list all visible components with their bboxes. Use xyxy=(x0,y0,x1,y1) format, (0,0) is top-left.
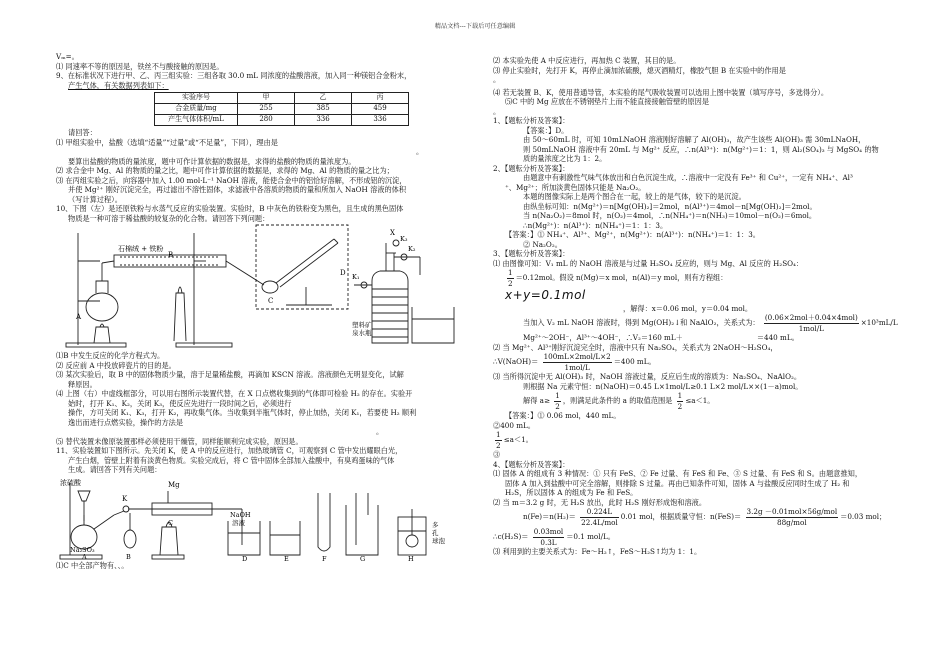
figure-label: G xyxy=(360,554,366,561)
text-line: ⑴ 同速率不等的原因是，铁丝不与酸接触的原因是。 xyxy=(56,61,224,71)
text-span: 解得 a≥ xyxy=(523,396,550,406)
text-line xyxy=(493,333,913,343)
denominator: 0.3L xyxy=(540,537,557,547)
formula-line xyxy=(493,391,913,411)
table-cell: 产生气体体积/mL xyxy=(155,115,238,126)
figure-label: 多 xyxy=(432,520,439,529)
table-cell: 385 xyxy=(295,104,352,115)
figure-label: 泉水瓶 xyxy=(352,329,372,337)
solution-1: 1、【题転分析及答案】： xyxy=(493,116,570,125)
text-line: ⑴B 中发生反应的化学方程式为。 xyxy=(56,351,165,360)
fraction xyxy=(677,391,684,411)
table-cell: 280 xyxy=(238,115,295,126)
table-cell: 336 xyxy=(352,115,409,126)
text-span: ＝440 mL。 xyxy=(756,333,799,343)
text-span: ＝0.12mol。假设 n(Mg)＝x mol，n(Al)＝y mol，则有方程组： xyxy=(515,273,728,282)
figure-label: 石棉绒 + 铁粉 xyxy=(118,245,164,253)
text-span: Mg²⁺～2OH⁻，Al³⁺～4OH⁻，∴V₂＝160 mL＋ xyxy=(523,333,683,343)
text-line: 生成。请回答下列有关问题： xyxy=(68,465,162,474)
text-line: 。 xyxy=(416,147,424,156)
figure-label: Mg xyxy=(168,480,180,489)
formula-line xyxy=(493,268,913,288)
table-cell: 甲 xyxy=(238,93,295,104)
text-line: ⓷ xyxy=(493,450,501,460)
figure-label: 溶液 xyxy=(232,518,245,527)
text-line: ⑷ 上图（右）中虚线框部分，可以用右图所示装置代替，在 X 口点燃收集到的气体即可检验 H₂ 的存在。实验开 xyxy=(56,389,413,398)
question-9: 9、在标准状况下进行甲、乙、丙三组实验：三组各取 30.0 mL 同浓度的盐酸溶液，加入同一种镁铝合金粉末， xyxy=(56,71,412,80)
page-header: 精品文档---下载后可任意编辑 xyxy=(434,23,516,30)
text-line: ⁺、Mg²⁺；所加淡黄色固体只能是 Na₂O₂。 xyxy=(505,182,646,192)
figure-label: A xyxy=(82,552,87,561)
apparatus-figure-1 xyxy=(56,223,464,351)
text-line: 产生白烟，管壁上附着有淡黄色物质。实验完成后，将 C 管中固体全部加入盐酸中，有臭鸡蛋味的气体 xyxy=(68,455,395,465)
fraction xyxy=(746,507,839,527)
text-line: ⑴C 中全部产物有、、。 xyxy=(56,560,129,570)
fraction xyxy=(507,268,514,288)
solution-2: 2、【题転分析及答案】： xyxy=(493,163,570,173)
text-span: ∴c(H₂S)＝ xyxy=(493,532,529,542)
text-span: ∴V(NaOH)＝ xyxy=(493,357,539,367)
text-line: ⑶ 在丙组实验之后，向容器中加入 1.00 mol·L⁻¹ NaOH 溶液，能使合金中的铝恰好溶解，不形成铝的沉淀， xyxy=(56,175,407,185)
table-cell: 255 xyxy=(238,104,295,115)
text-line: 并使 Mg²⁺ 刚好沉淀完全，再过滤出不溶性固体，求滤液中各溶质的物质的量和所加入 NaOH 溶液的体积 xyxy=(68,185,407,194)
text-line: ⑶ 利用到的主要关系式为：Fe～H₂↑，FeS～H₂S↑均为 1：1。 xyxy=(493,547,702,557)
text-line: 操作，方可关闭 K₁、K₃，打开 K₂，再收集气体。当收集到半瓶气体时，停止加热，关闭 K₁，若要使 H₂ 顺利 xyxy=(68,408,417,417)
table-row xyxy=(155,104,409,115)
text-line: 。 xyxy=(493,75,501,84)
text-line: （写计算过程）。 xyxy=(68,194,122,204)
text-line: ⑵ 反应前 A 中投放碎瓷片的目的是。 xyxy=(56,360,176,370)
figure-label: 球泡 xyxy=(432,536,445,545)
solution-4: 4、【题転分析及答案】： xyxy=(493,459,570,469)
denominator: 2 xyxy=(677,401,683,411)
figure-label: B xyxy=(126,552,131,561)
text-line: 要算出盐酸的物质的量浓度，题中可作计算依据的数据是，求得的盐酸的物质的量浓度为。 xyxy=(68,156,356,166)
text-line: 【答案：】⓵ NH₄⁺、Al³⁺、Mg²⁺，n(Mg²⁺)：n(Al³⁺)：n(NH₄⁺)＝1：1：3。 xyxy=(505,230,760,239)
numerator: 0.224L xyxy=(580,507,619,518)
numerator: 0.03mol xyxy=(533,527,564,537)
denominator: 2 xyxy=(508,278,513,288)
text-line: ⑶ 某次实验后，取 B 中的固体物质少量，溶于足量稀盐酸，再滴加 KSCN 溶液。溶液颜色无明显变化，试解 xyxy=(56,370,404,379)
denominator: 22.4L/mol xyxy=(581,517,618,527)
figure-label: K₃ xyxy=(400,235,408,243)
text-span: ＝400 mL。 xyxy=(613,357,656,367)
figure-label: C xyxy=(268,297,274,305)
text-line: ⓶400 mL。 xyxy=(493,420,535,430)
figure-label: D xyxy=(340,269,346,277)
text-line: 物质是一种可溶于稀盐酸的较复杂的化合物。请回答下列问题： xyxy=(68,213,270,223)
numerator: 1 xyxy=(508,268,513,277)
text-line: 由 50～60mL 时，可知 10mLNaOH 溶液刚好溶解了 Al(OH)₃，故产生该些 Al(OH)₃ 需 30mLNaOH， xyxy=(523,135,866,144)
text-line: 则 50mLNaOH 溶液中有 20mL 与 Mg²⁺ 反应，∴n(Al³⁺)：n(Mg²⁺)＝1：1，则 Al₂(SO₄)₃ 与 MgSO₄ 的物 xyxy=(523,144,879,154)
text-line: ⑵ 求合金中 Mg、Al 的物质的量之比，题中可作计算依据的数据是，求得的 Mg、Al 的物质的量之比为； xyxy=(56,166,394,175)
fraction xyxy=(495,430,502,450)
formula-line xyxy=(493,352,913,372)
text-span: ＝0.03 mol； xyxy=(840,512,887,522)
text-line: 则根据 Na 元素守恒：n(NaOH)＝0.45 L×1mol/L≥0.1 L×2 mol/L××(1－a)mol。 xyxy=(523,381,803,391)
figure-label: C xyxy=(168,518,173,527)
text-line: ⑵ 当 m＝3.2 g 时，无 H₂S 放出，此时 H₂S 刚好形成饱和溶液。 xyxy=(493,497,707,507)
figure-label: A xyxy=(76,313,82,321)
text-line: Vₘ=。 xyxy=(56,52,79,61)
equation-system: x+y=0.1mol xyxy=(505,288,586,302)
text-line: ⑵ 当 Mg²⁺、Al³⁺刚好沉淀完全时，溶液中只有 Na₂SO₄，关系式为 2NaOH～H₂SO₄， xyxy=(493,342,778,352)
text-span: ≤a＜1。 xyxy=(685,396,715,406)
table-cell: 459 xyxy=(352,104,409,115)
text-span: 当加入 V₂ mL NaOH 溶液时，得到 Mg(OH)₂↓和 NaAlO₂，关系式为： xyxy=(523,318,760,328)
underlined-text: 产生气体，有关数据列表如下： xyxy=(68,80,169,90)
text-line: 释原因。 xyxy=(68,379,97,389)
figure-label: K₁ xyxy=(352,273,360,281)
question-11: 11、实验装置如下图所示。先关闭 K，使 A 中的反应进行，加热玻璃管 C，可观察到 C 管中发出耀眼白光， xyxy=(56,446,403,455)
solution-3: 3、【题転分析及答案】： xyxy=(493,249,570,258)
figure-label: X xyxy=(390,229,395,237)
fraction xyxy=(580,507,619,527)
text-line: ⑶ 当所得沉淀中无 Al(OH)₃ 时，NaOH 溶液过量，反应后生成的溶质为：Na₂SO₄、NaAlO₂。 xyxy=(493,372,802,382)
figure-label: D xyxy=(242,554,248,561)
text-span: n(Fe)＝n(H₂)＝ xyxy=(523,512,576,522)
figure-label: E xyxy=(284,554,289,561)
text-line: 。 xyxy=(376,427,384,436)
figure-label: NaOH xyxy=(230,510,251,519)
fraction xyxy=(543,352,612,372)
text-line: ⑸ 替代装置未像原装置那样必须使用干燥管，同样能顺利完成实验，原因是。 xyxy=(56,436,303,446)
figure-label: 塑料矿 xyxy=(352,321,372,329)
question-10: 10、下图（左）是还原铁粉与水蒸气反应的实验装置。实验时，B 中灰色的铁粉变为黑色，且生成的黑色固体 xyxy=(56,204,404,213)
denominator: 1mol/L xyxy=(564,362,590,372)
text-line: 本题的图像实际上是两个图合在一起，较上的是气体，较下的是沉淀。 xyxy=(523,192,746,201)
figure-label: Na₂SO₃ xyxy=(70,545,95,554)
table-row xyxy=(155,93,409,104)
text-line: 质的量浓度之比为 1：2。 xyxy=(523,154,607,163)
figure-label: K xyxy=(122,494,128,503)
formula-line xyxy=(493,430,913,450)
text-span: ＝0.1 mol/L。 xyxy=(566,532,615,542)
numerator: 1 xyxy=(555,391,560,401)
fraction xyxy=(533,527,564,547)
text-span: ≤a＜1。 xyxy=(503,435,533,445)
left-column xyxy=(56,52,464,570)
text-line: 固体 A 加入到盐酸中可完全溶解，则排除 S 过量。再由已知条件可知，固体 A 与盐酸反应同时生成了 H₂ 和 xyxy=(505,478,850,488)
table-cell: 336 xyxy=(295,115,352,126)
denominator: 2 xyxy=(555,401,560,411)
text-line: ⑸C 中的 Mg 应放在不锈钢垫片上而不能直接接触管壁的原因是 xyxy=(505,97,710,106)
text-line: 。 xyxy=(493,106,501,116)
fraction xyxy=(554,391,561,411)
text-span: ，则满足此条件的 a 的取值范围是 xyxy=(562,396,673,406)
numerator: 1 xyxy=(677,391,683,401)
numerator: 1 xyxy=(496,430,501,440)
table-cell: 乙 xyxy=(295,93,352,104)
numerator: 3.2g －0.01mol×56g/mol xyxy=(746,507,838,517)
text-line xyxy=(56,81,464,91)
figure-label: K₂ xyxy=(408,245,416,253)
text-span: ×10³mL/L xyxy=(860,318,898,328)
text-line: ⑴ 固体 A 的组成有 3 种情况：① 只有 FeS、② Fe 过量、有 FeS 和 Fe、③ S 过量、有 FeS 和 S。由题意推知， xyxy=(493,469,863,479)
text-line: ⓶ Na₂O₂。 xyxy=(523,239,562,249)
text-line: 始时，打开 K₁、K₂，关闭 K₃，使反应先进行一段时间之后，必须进行 xyxy=(68,398,292,408)
numerator: 100mL×2mol/L×2 xyxy=(543,352,611,362)
text-line: 逸出而进行点燃实验，操作的方法是 xyxy=(68,417,184,427)
text-span: 0.01 mol，根据质量守恒：n(FeS)＝ xyxy=(620,512,742,522)
data-table xyxy=(154,92,409,126)
text-line: 当 n(Na₂O₂)＝8mol 时，n(O₂)＝4mol，∴n(NH₄⁺)＝n(NH₃)＝10mol－n(O₂)＝6mol。 xyxy=(523,211,817,220)
text-line: ∴n(Mg²⁺)：n(Al³⁺)：n(NH₄⁺)＝1：1：3。 xyxy=(523,220,668,230)
table-cell: 实验序号 xyxy=(155,93,238,104)
formula-line xyxy=(493,527,913,547)
formula-line xyxy=(493,313,913,333)
figure-label: H xyxy=(408,554,414,561)
text-line: 请回答： xyxy=(68,128,97,137)
text-line: ，解得：x＝0.06 mol，y＝0.04 mol。 xyxy=(623,303,753,313)
text-line: 由纵坐标可知：n(Mg²⁺)＝n[Mg(OH)₂]＝2mol，n(Al³⁺)＝4mol－n[Mg(OH)₂]＝2mol。 xyxy=(523,201,817,211)
figure-label: F xyxy=(322,554,327,561)
denominator: 2 xyxy=(496,440,501,450)
formula-line xyxy=(493,288,913,304)
apparatus-figure-2 xyxy=(56,475,464,561)
text-line: ⑴ 由图像可知：V₁ mL 的 NaOH 溶液是与过量 H₂SO₄ 反应的，则与 Mg、Al 反应的 H₂SO₄： xyxy=(493,258,804,268)
figure-label: 孔 xyxy=(432,528,439,537)
text-line: ⑶ 停止实验时，先打开 K，再停止滴加浓硫酸，熄灭酒精灯，橡胶气胆 B 在实验中的作用是 xyxy=(493,65,786,75)
table-cell: 丙 xyxy=(352,93,409,104)
text-line: H₂S，所以固体 A 的组成为 Fe 和 FeS。 xyxy=(505,488,638,498)
formula-line xyxy=(493,507,913,527)
text-line: ⑵ 本实验先使 A 中反应进行，再加热 C 装置，其目的是。 xyxy=(493,56,681,65)
figure-label: B xyxy=(168,251,174,259)
denominator: 1mol/L xyxy=(798,323,824,333)
figure-label: 浓硫酸 xyxy=(60,478,81,487)
fraction xyxy=(764,313,859,333)
table-cell: 合金质量/mg xyxy=(155,104,238,115)
text-line: 【答案：】⓵ 0.06 mol，440 mL。 xyxy=(505,411,621,421)
text-line: ⑷ 若无装置 B、K，使用普通导管，本实验的尾气吸收装置可以选用上图中装置（填写序号，多选得分）。 xyxy=(493,87,829,97)
table-row xyxy=(155,115,409,126)
text-line: 【答案：】D。 xyxy=(523,125,569,135)
right-column xyxy=(493,56,913,557)
text-line: 由题意中有刺激性气味气体放出和白色沉淀生成，∴溶液中一定没有 Fe³⁺ 和 Cu²⁺，一定有 NH₄⁺、Al³ xyxy=(523,173,853,182)
denominator: 88g/mol xyxy=(777,517,807,527)
numerator: (0.06×2mol＋0.04×4mol) xyxy=(764,313,858,323)
text-line: ⑴ 甲组实验中，盐酸（选填“适量”“过量”或“不足量”，下同），理由是 xyxy=(56,137,278,147)
